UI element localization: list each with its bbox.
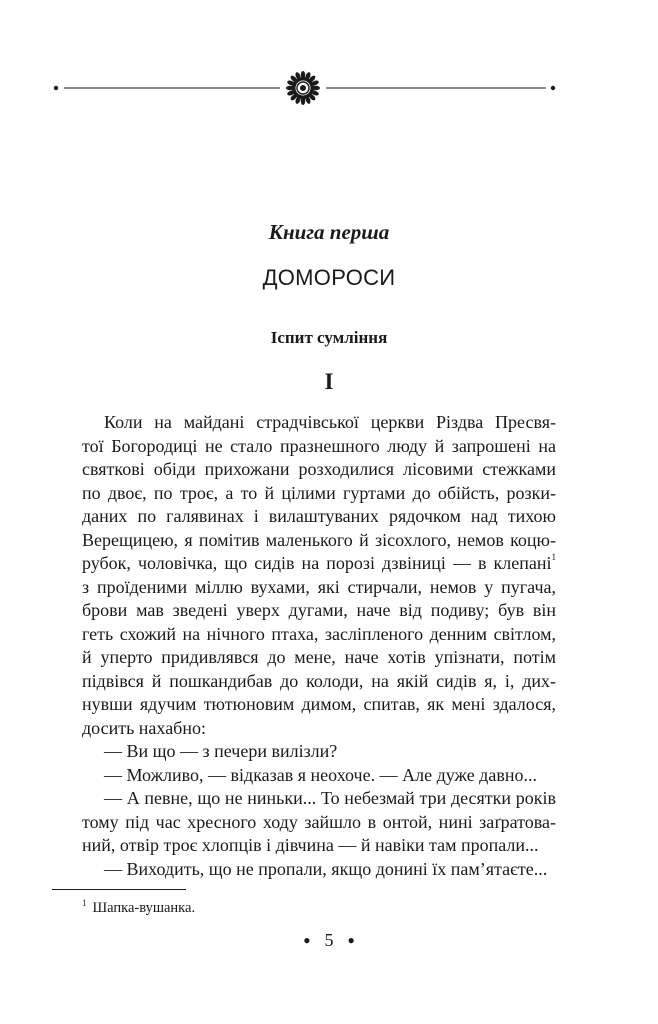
text-line: й уперто придивлявся до мене, наче хотів упізнати, потім: [82, 647, 556, 667]
rosette-icon: [279, 70, 327, 106]
ornament-left-dot: [54, 86, 58, 90]
footnote: [82, 898, 195, 917]
text-line: з проїденими міллю вухами, які стирчали, немов у пугача,: [82, 576, 556, 597]
text-line: даних по галявинах і вилаштуваних рядочком над тихою: [82, 506, 556, 526]
dialogue-line: — Можливо, — відказав я неохоче. — Але дуже давно...: [104, 764, 537, 785]
text-line: по двоє, по троє, а то й цілими гуртами до обійсть, розки-: [82, 482, 556, 503]
chapter-title: Іспит сумління: [270, 328, 388, 347]
footnote-marker[interactable]: 1: [551, 552, 556, 562]
text-line: геть схожий на нічного птаха, засліпленого денним світлом,: [82, 623, 556, 644]
footnote-number: 1: [82, 898, 87, 908]
text-line-with-footnote: [82, 552, 556, 576]
text-line: нувши ядучим тютюновим димом, спитав, як мені здалося,: [82, 694, 556, 714]
dialogue-line: тому під час хресного ходу зайшло в онтой, нині заґратова-: [82, 811, 556, 832]
bullet-icon: ●: [347, 933, 355, 947]
text-line: тої Богородиці не стало празнешного люду й запрошені на: [82, 435, 556, 456]
text-line: Коли на майдані страдчівської церкви Різдва Пресвя-: [104, 412, 556, 432]
text-line: підвівся й пошкандибав до колоди, на якій сидів я, і, дих-: [82, 670, 556, 691]
footnote-divider: [52, 889, 186, 890]
page-number: 5: [324, 930, 334, 950]
part-title: ДОМОРОСИ: [262, 265, 396, 290]
text-segment: рубок, чоловічка, що сидів на порозі дзвіниці — в клепані: [82, 553, 552, 573]
text-line: брови мав зведені уверх дугами, наче від подиву; був він: [82, 600, 556, 620]
ornament-right-dot: [551, 86, 555, 90]
header-ornament: [50, 70, 608, 106]
footnote-text: Шапка-вушанка.: [92, 900, 196, 916]
dialogue-line: — А певне, що не ниньки... То небезмай три десятки років: [104, 788, 556, 808]
page-footer: [0, 930, 658, 951]
text-line: Верещицею, я помітив маленького й зісохлого, немов коцю-: [82, 529, 556, 550]
body-text: [82, 411, 556, 881]
book-title: Книга перша: [268, 220, 390, 244]
dialogue-line: ний, отвір троє хлопців і дівчина — й навіки там пропали...: [82, 835, 539, 855]
dialogue-line: — Виходить, що не пропали, якщо донині їх пам’ятаєте...: [104, 858, 548, 879]
text-line: святкові обіди прихожани розходилися лісовими стежками: [82, 459, 556, 479]
dialogue-line: — Ви що — з печери вилізли?: [104, 741, 338, 761]
bullet-icon: ●: [303, 933, 311, 947]
text-line: досить нахабно:: [82, 717, 206, 738]
section-number: І: [324, 369, 334, 394]
